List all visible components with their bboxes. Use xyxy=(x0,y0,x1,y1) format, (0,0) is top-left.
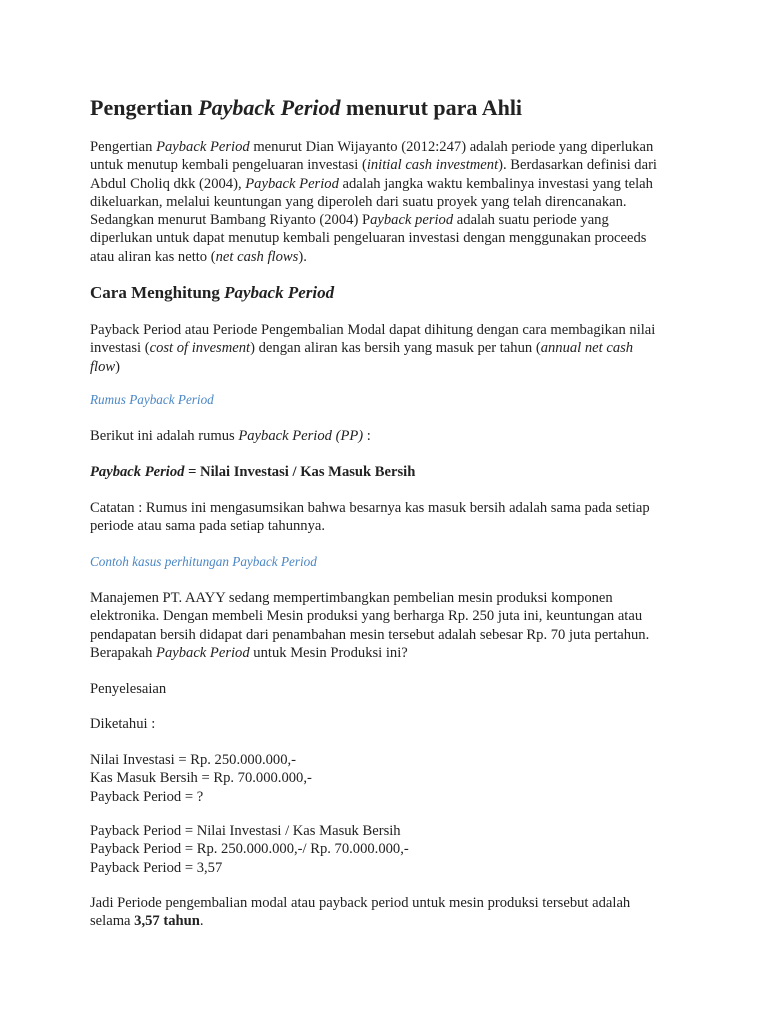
intro-paragraph: Pengertian Payback Period menurut Dian Wijayanto (2012:247) adalah periode yang diperlukan untuk menutup kembali pengeluaran investasi (initial cash investment). Berdasarkan definisi dari Abdul Choliq dkk (2004), Payback Period adalah jangka waktu kembalinya investasi yang telah dikeluarkan, melalui keuntungan yang diperoleh dari suatu proyek yang telah direncanakan. Sedangkan menurut Bambang Riyanto (2004) Payback period adalah suatu periode yang diperlukan untuk dapat menutup kembali pengeluaran investasi dengan menggunakan proceeds atau aliran kas netto (net cash flows). xyxy=(90,139,657,265)
known-values xyxy=(90,751,690,806)
page-title xyxy=(90,94,522,122)
section-heading-cara-menghitung: Cara Menghitung Payback Period xyxy=(90,283,335,302)
rumus-intro: Berikut ini adalah rumus Payback Period (PP) : xyxy=(90,428,371,444)
calc-line: Payback Period = Nilai Investasi / Kas Masuk Bersih xyxy=(90,823,401,839)
contoh-subheading: Contoh kasus perhitungan Payback Period xyxy=(90,554,317,569)
conclusion-paragraph: Jadi Periode pengembalian modal atau payback period untuk mesin produksi tersebut adalah selama 3,57 tahun. xyxy=(90,895,631,930)
title-italic-term: Payback Period xyxy=(198,95,341,120)
calc-line: Payback Period = 3,57 xyxy=(90,859,223,876)
catatan-paragraph: Catatan : Rumus ini mengasumsikan bahwa besarnya kas masuk bersih adalah sama pada setiap periode atau sama pada setiap tahunnya. xyxy=(90,500,650,535)
formula: Payback Period = Nilai Investasi / Kas Masuk Bersih xyxy=(90,464,416,480)
case-paragraph: Manajemen PT. AAYY sedang mempertimbangkan pembelian mesin produksi komponen elektronika. Dengan membeli Mesin produksi yang berharga Rp. 250 juta ini, keuntungan atau pendapatan bersih didapat dari penambahan mesin tersebut adalah sebesar Rp. 70 juta pertahun. Berapakah Payback Period untuk Mesin Produksi ini? xyxy=(90,590,650,661)
penyelesaian-label: Penyelesaian xyxy=(90,681,167,697)
calculation-lines xyxy=(90,822,690,877)
calc-line: Payback Period = Rp. 250.000.000,-/ Rp. 70.000.000,- xyxy=(90,841,409,858)
diketahui-label: Diketahui : xyxy=(90,716,156,732)
rumus-subheading: Rumus Payback Period xyxy=(90,392,214,407)
known-line: Payback Period = ? xyxy=(90,788,204,805)
method-paragraph: Payback Period atau Periode Pengembalian Modal dapat dihitung dengan cara membagikan nilai investasi (cost of invesment) dengan aliran kas bersih yang masuk per tahun (annual net cash flow) xyxy=(90,322,656,375)
known-line: Nilai Investasi = Rp. 250.000.000,- xyxy=(90,752,297,768)
title-text: Pengertian xyxy=(90,95,199,120)
title-text-end: menurut para Ahli xyxy=(340,95,523,120)
known-line: Kas Masuk Bersih = Rp. 70.000.000,- xyxy=(90,770,312,787)
